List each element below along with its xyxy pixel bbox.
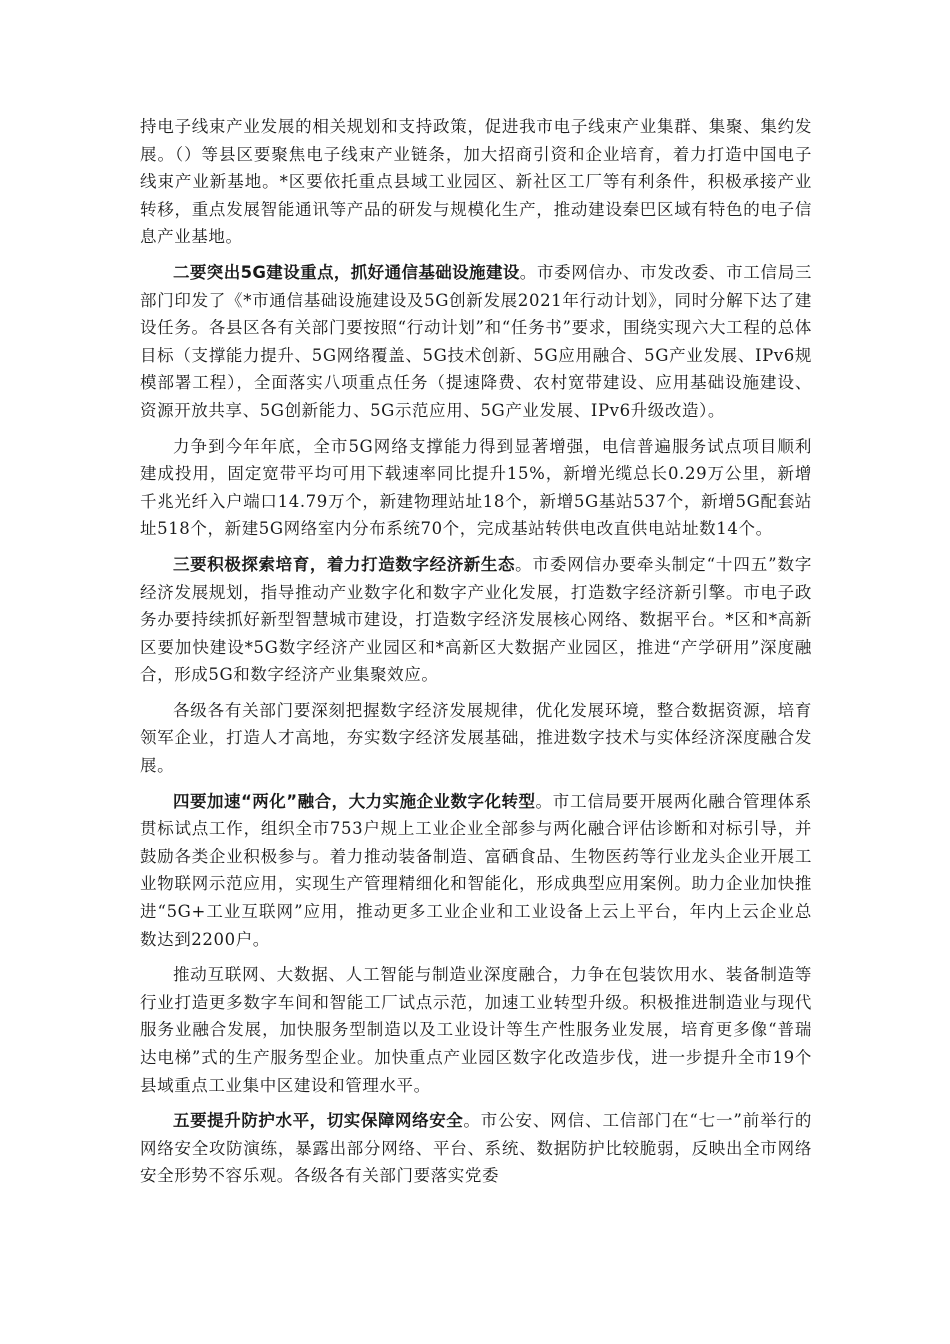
paragraph-6-heading: 四要加速“两化”融合，大力实施企业数字化转型 bbox=[173, 791, 536, 811]
paragraph-1-text: 持电子线束产业发展的相关规划和支持政策，促进我市电子线束产业集群、集聚、集约发展。（）等县区要聚焦电子线束产业链条，加大招商引资和企业培育，着力打造中国电子线束产业新基地。*区要依托重点县域工业园区、新社区工厂等有利条件，积极承接产业转移，重点发展智能通讯等产品的研发与规模化生产，推动建设秦巴区域有特色的电子信息产业基地。 bbox=[140, 117, 812, 247]
paragraph-4-text: 。市委网信办要牵头制定“十四五”数字经济发展规划，指导推动产业数字化和数字产业化发展，打造数字经济新引擎。市电子政务办要持续抓好新型智慧城市建设，打造数字经济发展核心网络、数据平台。*区和*高新区要加快建设*5G数字经济产业园区和*高新区大数据产业园区，推进“产学研用”深度融合，形成5G和数字经济产业集聚效应。 bbox=[140, 554, 813, 685]
paragraph-8 bbox=[140, 1107, 812, 1190]
paragraph-2-heading: 二要突出5G建设重点，抓好通信基础设施建设 bbox=[173, 262, 520, 282]
paragraph-2 bbox=[140, 259, 812, 425]
paragraph-7-text: 推动互联网、大数据、人工智能与制造业深度融合，力争在包装饮用水、装备制造等行业打造更多数字车间和智能工厂试点示范，加速工业转型升级。积极推进制造业与现代服务业融合发展，加快服务型制造以及工业设计等生产性服务业发展，培育更多像“普瑞达电梯”式的生产服务型企业。加快重点产业园区数字化改造步伐，进一步提升全市19个县域重点工业集中区建设和管理水平。 bbox=[140, 965, 812, 1095]
document-page bbox=[140, 113, 812, 1198]
paragraph-4 bbox=[140, 551, 812, 689]
paragraph-3 bbox=[140, 433, 812, 543]
paragraph-3-text: 力争到今年年底，全市5G网络支撑能力得到显著增强，电信普遍服务试点项目顺利建成投用，固定宽带平均可用下载速率同比提升15%，新增光缆总长0.29万公里，新增千兆光纤入户端口14.79万个，新建物理站址18个，新增5G基站537个，新增5G配套站址518个，新建5G网络室内分布系统70个，完成基站转供电改直供电站址数14个。 bbox=[140, 436, 812, 539]
paragraph-6-text: 。市工信局要开展两化融合管理体系贯标试点工作，组织全市753户规上工业企业全部参与两化融合评估诊断和对标引导，并鼓励各类企业积极参与。着力推动装备制造、富硒食品、生物医药等行业龙头企业开展工业物联网示范应用，实现生产管理精细化和智能化，形成典型应用案例。助力企业加快推进“5G+工业互联网”应用，推动更多工业企业和工业设备上云上平台，年内上云企业总数达到2200户。 bbox=[140, 791, 812, 949]
paragraph-8-text: 。市公安、网信、工信部门在“七一”前举行的网络安全攻防演练，暴露出部分网络、平台、系统、数据防护比较脆弱，反映出全市网络安全形势不容乐观。各级各有关部门要落实党委 bbox=[140, 1111, 812, 1186]
paragraph-5 bbox=[140, 697, 812, 780]
paragraph-6 bbox=[140, 788, 812, 954]
paragraph-7 bbox=[140, 961, 812, 1099]
paragraph-4-heading: 三要积极探索培育，着力打造数字经济新生态 bbox=[173, 554, 516, 574]
paragraph-8-heading: 五要提升防护水平，切实保障网络安全 bbox=[173, 1111, 464, 1131]
paragraph-1 bbox=[140, 113, 812, 251]
paragraph-2-text: 。市委网信办、市发改委、市工信局三部门印发了《*市通信基础设施建设及5G创新发展2021年行动计划》，同时分解下达了建设任务。各县区各有关部门要按照“行动计划”和“任务书”要求，围绕实现六大工程的总体目标（支撑能力提升、5G网络覆盖、5G技术创新、5G应用融合、5G产业发展、IPv6规模部署工程），全面落实八项重点任务（提速降费、农村宽带建设、应用基础设施建设、资源开放共享、5G创新能力、5G示范应用、5G产业发展、IPv6升级改造）。 bbox=[140, 262, 813, 420]
paragraph-5-text: 各级各有关部门要深刻把握数字经济发展规律，优化发展环境，整合数据资源，培育领军企业，打造人才高地，夯实数字经济发展基础，推进数字技术与实体经济深度融合发展。 bbox=[140, 700, 812, 776]
